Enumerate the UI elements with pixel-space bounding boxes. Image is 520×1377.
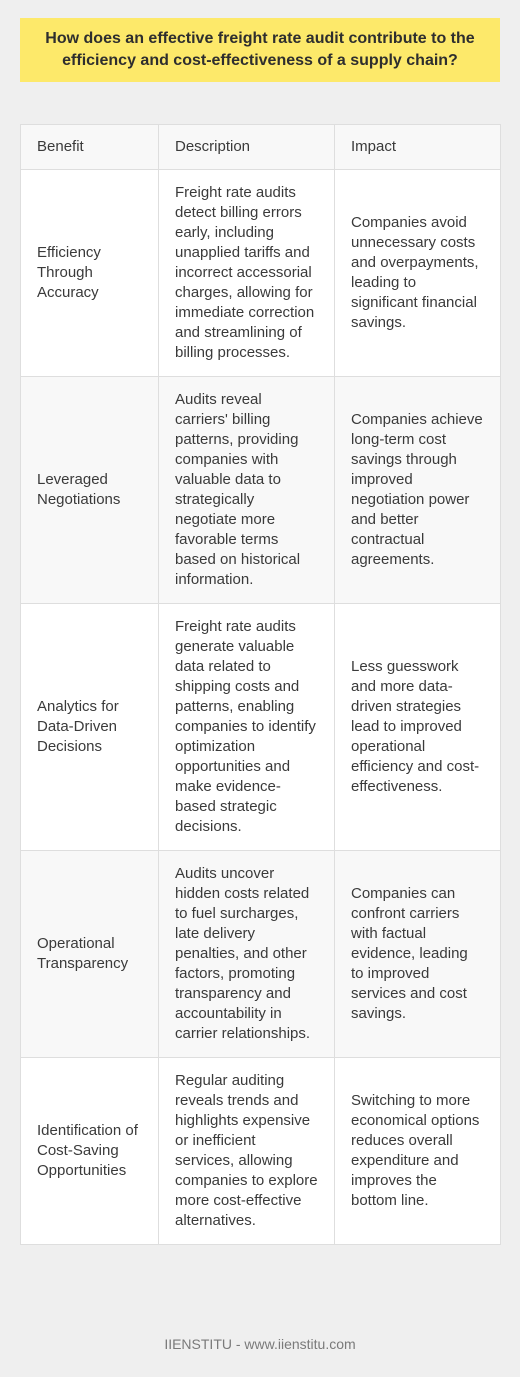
footer-credit: IIENSTITU - www.iienstitu.com (164, 1336, 356, 1352)
benefit-cell: Operational Transparency (21, 851, 159, 1058)
header-impact: Impact (335, 125, 501, 170)
benefit-cell: Leveraged Negotiations (21, 377, 159, 604)
impact-cell: Less guesswork and more data-driven strategies lead to improved operational efficiency and cost-effectiveness. (335, 604, 501, 851)
description-cell: Freight rate audits detect billing errors early, including unapplied tariffs and incorrect accessorial charges, allowing for immediate correction and streamlining of billing processes. (159, 170, 335, 377)
header-benefit: Benefit (21, 125, 159, 170)
table-row (21, 604, 501, 851)
table-row (21, 1058, 501, 1245)
benefit-cell: Analytics for Data-Driven Decisions (21, 604, 159, 851)
table-row (21, 851, 501, 1058)
table-row (21, 377, 501, 604)
impact-cell: Companies can confront carriers with factual evidence, leading to improved services and cost savings. (335, 851, 501, 1058)
description-cell: Audits uncover hidden costs related to fuel surcharges, late delivery penalties, and other factors, promoting transparency and accountability in carrier relationships. (159, 851, 335, 1058)
table-row (21, 170, 501, 377)
benefit-cell: Efficiency Through Accuracy (21, 170, 159, 377)
impact-cell: Companies avoid unnecessary costs and overpayments, leading to significant financial savings. (335, 170, 501, 377)
header-description: Description (159, 125, 335, 170)
title-banner (20, 18, 500, 82)
benefits-table (20, 124, 501, 1245)
impact-cell: Switching to more economical options reduces overall expenditure and improves the bottom line. (335, 1058, 501, 1245)
benefit-cell: Identification of Cost-Saving Opportunities (21, 1058, 159, 1245)
page-title: How does an effective freight rate audit contribute to the efficiency and cost-effectiveness of a supply chain? (45, 30, 475, 69)
table-header-row (21, 125, 501, 170)
impact-cell: Companies achieve long-term cost savings through improved negotiation power and better contractual agreements. (335, 377, 501, 604)
description-cell: Regular auditing reveals trends and highlights expensive or inefficient services, allowing companies to explore more cost-effective alternatives. (159, 1058, 335, 1245)
description-cell: Freight rate audits generate valuable data related to shipping costs and patterns, enabling companies to identify optimization opportunities and make evidence-based strategic decisions. (159, 604, 335, 851)
description-cell: Audits reveal carriers' billing patterns, providing companies with valuable data to strategically negotiate more favorable terms based on historical information. (159, 377, 335, 604)
